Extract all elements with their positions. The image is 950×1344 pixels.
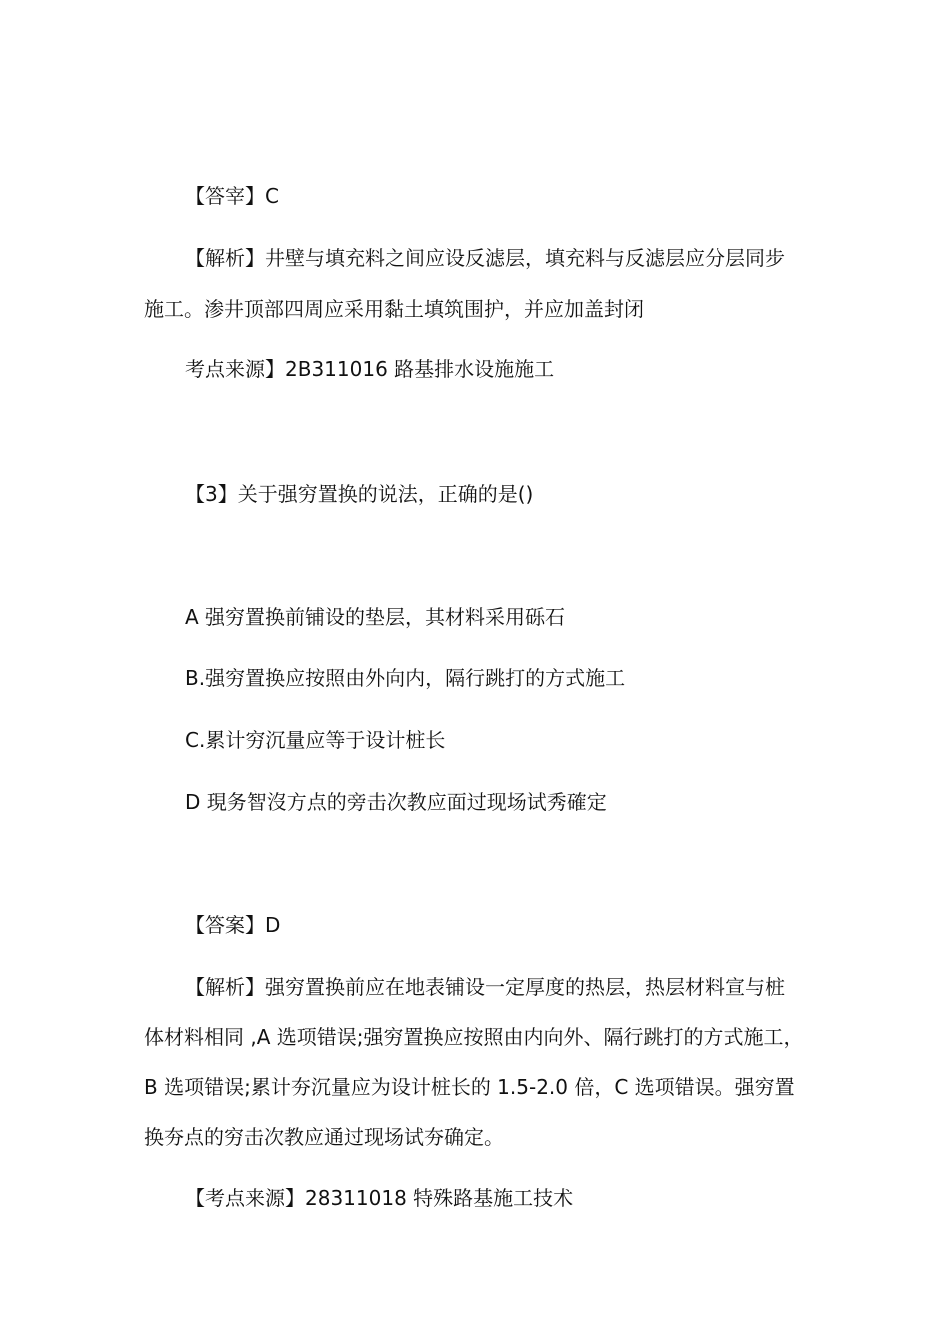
- answer-2: 【答案】D: [185, 913, 281, 937]
- explanation-2-line-3: B 选项错误;累计夯沉量应为设计桩长的 1.5-2.0 倍，C 选项错误。强穷置: [144, 1075, 795, 1099]
- explanation-1-line-2: 施工。渗井顶部四周应采用黏土填筑围护，并应加盖封闭: [144, 297, 644, 321]
- explanation-1-line-1: 【解析】井壁与填充料之间应设反滤层，填充料与反滤层应分层同步: [185, 246, 785, 270]
- explanation-2-line-1: 【解析】强穷置换前应在地表铺设一定厚度的热层，热层材料宣与桩: [185, 975, 785, 999]
- option-c: C.累计穷沉量应等于设计桩长: [185, 728, 446, 752]
- explanation-2-line-2: 体材料相同 ,A 选项错误;强穷置换应按照由内向外、隔行跳打的方式施工，: [144, 1025, 804, 1049]
- question-3-stem: 【3】关于强穷置换的说法，正确的是(): [185, 482, 534, 506]
- source-1: 考点来源】2B311016 路基排水设施施工: [185, 357, 555, 381]
- source-2: 【考点来源】28311018 特殊路基施工技术: [185, 1186, 574, 1210]
- answer-1: 【答宰】C: [185, 184, 279, 208]
- explanation-2-line-4: 换夯点的穷击次教应通过现场试夯确定。: [144, 1125, 504, 1149]
- option-d: D 現务智沒方点的旁击次教应面过现场试秀確定: [185, 790, 607, 814]
- option-a: A 强穷置换前铺设的垫层，其材料采用砾石: [185, 605, 566, 629]
- option-b: B.强穷置换应按照由外向内，隔行跳打的方式施工: [185, 666, 626, 690]
